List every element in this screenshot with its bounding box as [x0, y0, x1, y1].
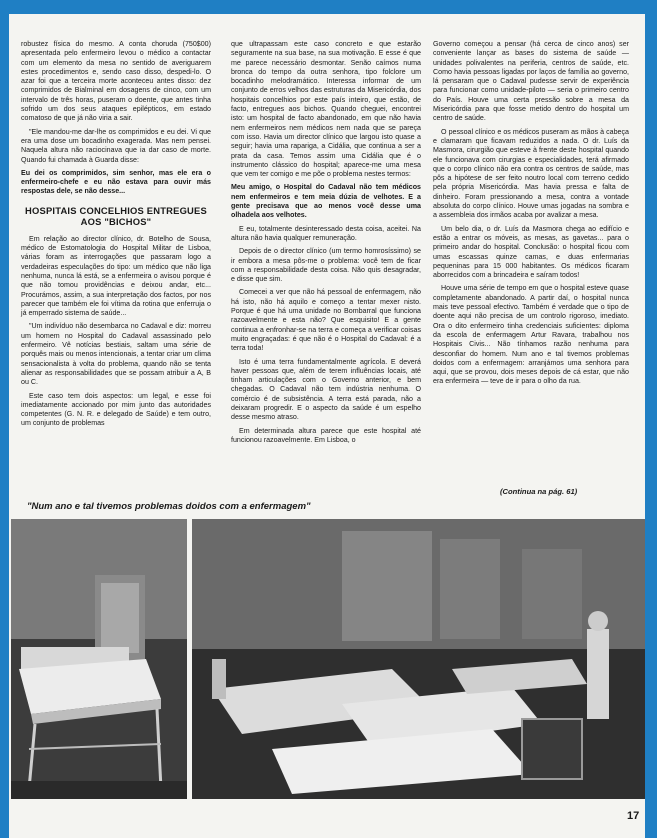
paragraph: Comecei a ver que não há pessoal de enfermagem, não há isto, não há aquilo e começo a tentar mexer nisto. Porque é que há uma unidade no Bombarral que funciona razoavelmente e esta não? Que esquisito! E a gente continua a enfronhar-se na terra e começa a verificar coisas muito engraçadas: é que não é o Hospital do Cadaval: é a terra toda!	[231, 288, 421, 353]
paragraph: Houve uma série de tempo em que o hospital esteve quase completamente abandonado. A partir daí, o hospital nunca mais teve pessoal efectivo. Também é verdade que o tipo de doente aqui não precisa de um controlo rigoroso, imediato. Ora o dito enfermeiro tinha credenciais suficientes: diploma da escola de enfermagem Artur Ravara, trabalhou nos Hospitais Civis... Não tínhamos razão nenhuma para desconfiar do homem. Num ano e tal tivemos problemas doidos com a enfermagem: arranjámos uma senhora para aqui, que se provou, dois meses depois de cá estar, que não era enfermeira — teve de ir para o olho da rua.	[433, 284, 629, 386]
hospital-ward-illustration	[192, 519, 645, 799]
hospital-bed-photo	[11, 519, 187, 799]
paragraph: "Ele mandou-me dar-lhe os comprimidos e eu dei. Vi que era uma dose um bocadinho exagerada. Mas nem pensei. Naquela altura não raciocinava que ia dar caso de morte. Quando fui chamada à Guarda disse:	[21, 127, 211, 164]
photo-caption: "Num ano e tal tivemos problemas doidos com a enfermagem"	[27, 501, 311, 512]
paragraph: Um belo dia, o dr. Luís da Masmora chega ao edifício e estão a entrar os móveis, as mesas, as gavetas... para o primeiro andar do hospital. Conclusão: o hospital ficou com umas escassas quinze camas, e duas enfermarias pequeninas para 15 000 habitantes. Os médicos ficaram aborrecidos com a brincadeira e saíram todos!	[433, 224, 629, 280]
right-border	[645, 0, 657, 838]
text-column-3	[433, 40, 629, 391]
paragraph: Este caso tem dois aspectos: um legal, e esse foi imediatamente accionado por mim junto das autoridades competentes (G. N. R. e delegado de Saúde) e tem outro, um conjunto de problemas	[21, 391, 211, 428]
hospital-ward-photo	[192, 519, 645, 799]
text-column-2	[231, 40, 421, 449]
paragraph: E eu, totalmente desinteressado desta coisa, aceitei. Na altura não havia qualquer remuneração.	[231, 224, 421, 242]
hospital-bed-illustration	[11, 519, 187, 799]
left-border	[0, 0, 9, 838]
paragraph: Depois de o director clínico (um termo homrosíssimo) se ir embora a mesa pôs-me o problema: você tem de ficar com a responsabilidade desta coisa. Não quis desagradar, e disse que sim.	[231, 247, 421, 284]
paragraph: O pessoal clínico e os médicos puseram as mãos à cabeça e clamaram que ficavam reduzidos a nada. O dr. Luís da Masmora, cirurgião que esteve à frente deste hospital quando ele funcionava com cirurgias e especialidades, terá afirmado que o corpo clínico não era contra os centros de saúde, mas pôs a hipótese de ser feito noutro local com terreno cedido pela própria Misericórdia. Mas havia pressa e falta de dinheiro. Foram pressionando a mesa, contra a vontade absoluta do corpo clínico. Houve umas jogadas na sombra e a assembleia dos irmãos acaba por avalizar a mesa.	[433, 127, 629, 220]
page-number: 17	[627, 810, 640, 822]
text-column-1	[21, 40, 211, 433]
quote-bold: Eu dei os comprimidos, sim senhor, mas ele era o enfermeiro-chefe e eu não estava para ouvir más respostas dele, se não desse...	[21, 168, 211, 196]
paragraph: Isto é uma terra fundamentalmente agrícola. E deverá haver pessoas que, além de terem influências locais, até tinham articulações com o Governo anterior, e bem chegadas. O Cadaval não tem indústria nenhuma. O comércio é de subsistência. A terra está parada, não a deixaram progredir. E o aspecto da saúde é um espelho desse mesmo atraso.	[231, 357, 421, 422]
continuation-note: (Continua na pág. 61)	[500, 487, 578, 496]
quote-bold: Meu amigo, o Hospital do Cadaval não tem médicos nem enfermeiros e tem meia dúzia de velhotes. E a gente precisava que ao menos você desse uma olhadela aos velhotes.	[231, 183, 421, 220]
paragraph: que ultrapassam este caso concreto e que estarão seguramente na sua base, na sua motivação. E esse é que me parece necessário desmontar. Senão caímos numa bronca do tempo da outra senhora, tipo folclore um bocadinho melodramático. Interessa informar de um conjunto de erros velhos das estruturas da Misericórdia, dos hospitais concelhios por este país inteiro, que estão, de facto, entregues aos bichos. Quando cheguei, encontrei isto: um hospital de facto abandonado, em que não havia nem enfermeiros nem médicos nem nada que se pareça com isso. Havia um director clínico que largou isto quase a seguir; havia uma rapariga, a Cidália, que continua a ser a prata da casa. Temos assim uma Cidália que é o instrumento clássico do hospital; aparece-me uma mesa que vem ter comigo e me põe o problema nestes termos:	[231, 40, 421, 179]
paragraph: robustez física do mesmo. A conta choruda (750$00) apresentada pelo enfermeiro levou o médico a contactar com um elemento da mesa no sentido de averiguarem estes procedimentos e, sendo caso disso, despedi-lo. O azar foi que a terceira morte aconteceu antes disso: dez comprimidos de Bialminal em dosagens de cinco, com um intervalo de três horas, puseram o doente, que antes tinha sofrido um dos seus ataques epilépticos, em estado comatoso de que já não viria a sair.	[21, 40, 211, 123]
paragraph: Governo começou a pensar (há cerca de cinco anos) ser conveniente lançar as bases do sistema de saúde — unidades polivalentes na periferia, centros de saúde, etc. Como havia pessoas ligadas por laços de família ao governo, lá pensaram que o Cadaval pudesse servir de experiência para funcionar como unidade-piloto — seria o primeiro centro do País. Houve uma certa pressão sobre a mesa da Misericórdia para que fosse metido dentro do hospital um centro de saúde.	[433, 40, 629, 123]
paragraph: "Um indivíduo não desembarca no Cadaval e diz: morreu um homem no Hospital do Cadaval assassinado pelo enfermeiro. Vê notícias bestiais, saltam uma série de porquês mais ou menos intencionais, a tentar criar um clima sensacionalista à volta do problema, quando não se tenta alienar as responsabilidades que se possam atribuir a A, B ou C.	[21, 322, 211, 387]
top-border	[0, 0, 657, 14]
section-heading: HOSPITAIS CONCELHIOS ENTREGUES AOS "BICHOS"	[25, 204, 207, 227]
paragraph: Em determinada altura parece que este hospital até funcionou razoavelmente. Em Lisboa, o	[231, 426, 421, 444]
paragraph: Em relação ao director clínico, dr. Botelho de Sousa, médico de Estomatologia do Hospital Militar de Lisboa, várias foram as interrogações que passaram logo a verdadeiras especulações do tipo: um médico que não liga nenhuma, nunca lá está, se a enfermeira o avisou porque é que não tomou providências e deixou andar, etc... Procurámos, assim, a sua interpretação dos factos, por nos parecer que também ele foi vítima da rotina que enferruja o já emperrado sistema de saúde...	[21, 234, 211, 318]
